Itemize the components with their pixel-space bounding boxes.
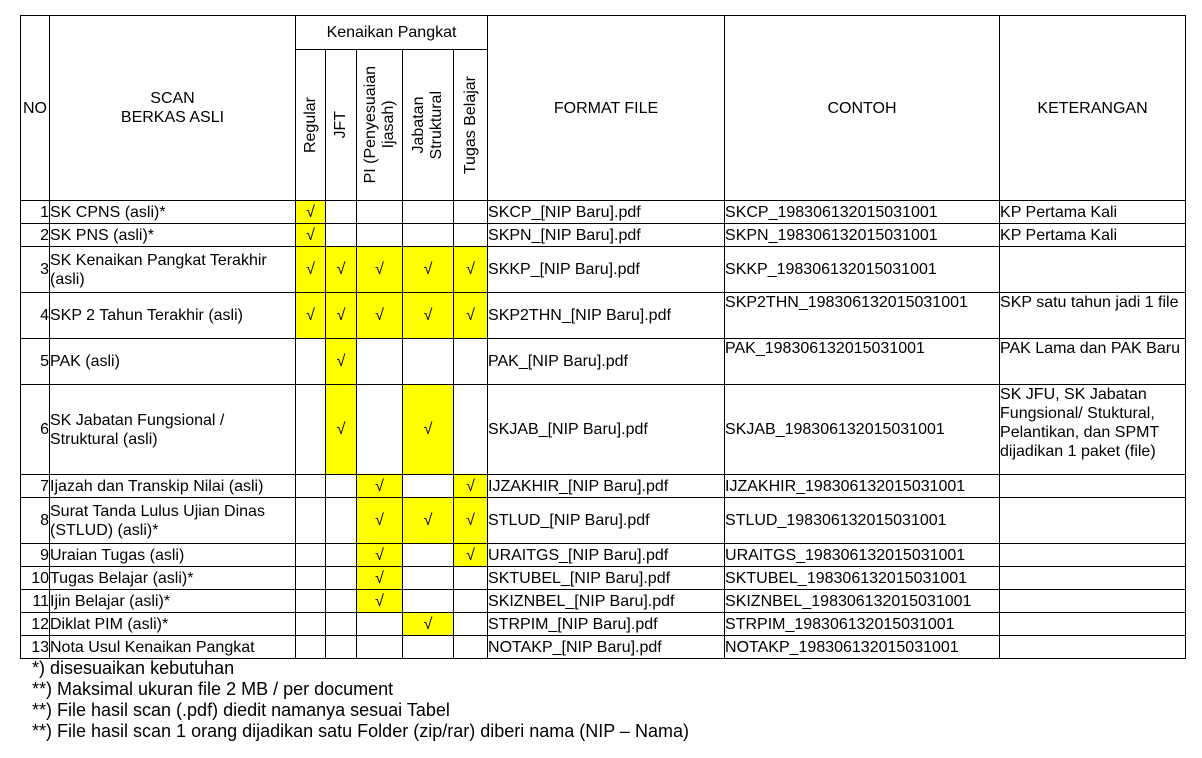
check-pi: √ [357,247,403,293]
cell-tugas-belajar [454,385,488,475]
cell-jft [326,498,357,544]
remarks [1000,475,1186,498]
check-regular: √ [296,224,326,247]
cell-regular [296,339,326,385]
cell-tugas-belajar [454,224,488,247]
header-pi: PI (Penyesuaian Ijasah) [357,50,403,201]
footnote: **) Maksimal ukuran file 2 MB / per document [32,679,394,699]
remarks: SK JFU, SK Jabatan Fungsional/ Stuktural, Pelantikan, dan SPMT dijadikan 1 paket (file) [1000,385,1186,475]
table-row [21,567,1186,590]
remarks: SKP satu tahun jadi 1 file [1000,293,1186,339]
row-number: 12 [21,613,50,636]
cell-jabatan-struktural [403,475,454,498]
document-name: PAK (asli) [50,339,296,385]
table-row [21,636,1186,659]
header-kenaikan-pangkat: Kenaikan Pangkat [296,16,488,50]
check-pi: √ [357,498,403,544]
row-number: 7 [21,475,50,498]
cell-jft [326,475,357,498]
cell-pi [357,224,403,247]
cell-jabatan-struktural [403,590,454,613]
check-regular: √ [296,247,326,293]
file-example: PAK_198306132015031001 [725,339,1000,385]
file-example: STLUD_198306132015031001 [725,498,1000,544]
cell-jabatan-struktural [403,544,454,567]
document-name: Ijazah dan Transkip Nilai (asli) [50,475,296,498]
header-scan-line2: BERKAS ASLI [120,109,225,126]
check-jabatan-struktural: √ [403,613,454,636]
file-example: SKP2THN_198306132015031001 [725,293,1000,339]
check-jft: √ [326,339,357,385]
row-number: 2 [21,224,50,247]
document-name: Tugas Belajar (asli)* [50,567,296,590]
remarks [1000,590,1186,613]
document-name: SK Jabatan Fungsional / Struktural (asli) [50,385,296,475]
document-name: Nota Usul Kenaikan Pangkat [50,636,296,659]
document-name: SK Kenaikan Pangkat Terakhir (asli) [50,247,296,293]
header-keterangan: KETERANGAN [1000,16,1186,201]
row-number: 5 [21,339,50,385]
check-pi: √ [357,544,403,567]
check-tugas-belajar: √ [454,475,488,498]
cell-jabatan-struktural [403,201,454,224]
check-tugas-belajar: √ [454,544,488,567]
file-format: SKTUBEL_[NIP Baru].pdf [488,567,725,590]
table-row [21,224,1186,247]
header-scan-line1: SCAN [150,90,195,107]
check-jabatan-struktural: √ [403,498,454,544]
header-scan [50,16,296,201]
file-example: URAITGS_198306132015031001 [725,544,1000,567]
remarks [1000,247,1186,293]
table-row [21,247,1186,293]
remarks: KP Pertama Kali [1000,224,1186,247]
check-regular: √ [296,201,326,224]
cell-jabatan-struktural [403,636,454,659]
file-example: SKKP_198306132015031001 [725,247,1000,293]
cell-jabatan-struktural [403,224,454,247]
file-example: SKTUBEL_198306132015031001 [725,567,1000,590]
file-format: STRPIM_[NIP Baru].pdf [488,613,725,636]
row-number: 9 [21,544,50,567]
table-row [21,339,1186,385]
header-tugas-belajar: Tugas Belajar [454,50,488,201]
cell-regular [296,385,326,475]
row-number: 11 [21,590,50,613]
footnote: *) disesuaikan kebutuhan [32,658,235,678]
table-row [21,544,1186,567]
file-format: SKJAB_[NIP Baru].pdf [488,385,725,475]
cell-jft [326,224,357,247]
file-example: SKIZNBEL_198306132015031001 [725,590,1000,613]
cell-jft [326,636,357,659]
document-name: SK CPNS (asli)* [50,201,296,224]
remarks [1000,636,1186,659]
file-example: SKJAB_198306132015031001 [725,385,1000,475]
file-format: NOTAKP_[NIP Baru].pdf [488,636,725,659]
cell-regular [296,475,326,498]
table-row [21,590,1186,613]
row-number: 1 [21,201,50,224]
table-row [21,293,1186,339]
document-name: SKP 2 Tahun Terakhir (asli) [50,293,296,339]
cell-tugas-belajar [454,590,488,613]
footnotes [32,658,689,742]
check-jft: √ [326,385,357,475]
document-name: Diklat PIM (asli)* [50,613,296,636]
file-format: SKKP_[NIP Baru].pdf [488,247,725,293]
file-example: SKPN_198306132015031001 [725,224,1000,247]
remarks [1000,567,1186,590]
document-name: Uraian Tugas (asli) [50,544,296,567]
check-tugas-belajar: √ [454,247,488,293]
cell-jft [326,544,357,567]
row-number: 13 [21,636,50,659]
header-jabatan-struktural: Jabatan Struktural [403,50,454,201]
cell-pi [357,613,403,636]
cell-tugas-belajar [454,636,488,659]
cell-regular [296,636,326,659]
cell-regular [296,498,326,544]
table-row [21,201,1186,224]
row-number: 3 [21,247,50,293]
document-name: SK PNS (asli)* [50,224,296,247]
table-row [21,385,1186,475]
cell-regular [296,567,326,590]
file-format: SKP2THN_[NIP Baru].pdf [488,293,725,339]
file-format: IJZAKHIR_[NIP Baru].pdf [488,475,725,498]
cell-pi [357,636,403,659]
check-pi: √ [357,567,403,590]
check-tugas-belajar: √ [454,293,488,339]
header-jft: JFT [326,50,357,201]
document-name: Ijin Belajar (asli)* [50,590,296,613]
file-example: STRPIM_198306132015031001 [725,613,1000,636]
cell-tugas-belajar [454,339,488,385]
cell-pi [357,201,403,224]
cell-tugas-belajar [454,201,488,224]
cell-jft [326,613,357,636]
check-jabatan-struktural: √ [403,293,454,339]
check-pi: √ [357,475,403,498]
check-jabatan-struktural: √ [403,247,454,293]
cell-regular [296,590,326,613]
header-no: NO [21,16,50,201]
check-pi: √ [357,590,403,613]
check-jft: √ [326,293,357,339]
cell-jft [326,590,357,613]
cell-pi [357,339,403,385]
cell-regular [296,544,326,567]
check-tugas-belajar: √ [454,498,488,544]
table-row [21,613,1186,636]
row-number: 6 [21,385,50,475]
cell-jft [326,567,357,590]
remarks [1000,613,1186,636]
header-format-file: FORMAT FILE [488,16,725,201]
file-example: NOTAKP_198306132015031001 [725,636,1000,659]
cell-jabatan-struktural [403,339,454,385]
cell-regular [296,613,326,636]
check-regular: √ [296,293,326,339]
check-jft: √ [326,247,357,293]
table-row [21,498,1186,544]
remarks [1000,544,1186,567]
file-example: SKCP_198306132015031001 [725,201,1000,224]
check-pi: √ [357,293,403,339]
cell-jabatan-struktural [403,567,454,590]
check-jabatan-struktural: √ [403,385,454,475]
header-contoh: CONTOH [725,16,1000,201]
cell-jft [326,201,357,224]
file-format: SKCP_[NIP Baru].pdf [488,201,725,224]
document-name: Surat Tanda Lulus Ujian Dinas (STLUD) (asli)* [50,498,296,544]
file-example: IJZAKHIR_198306132015031001 [725,475,1000,498]
row-number: 4 [21,293,50,339]
file-format: SKPN_[NIP Baru].pdf [488,224,725,247]
table-row [21,475,1186,498]
table-body [21,201,1186,659]
cell-pi [357,385,403,475]
file-format: PAK_[NIP Baru].pdf [488,339,725,385]
remarks: KP Pertama Kali [1000,201,1186,224]
row-number: 10 [21,567,50,590]
cell-tugas-belajar [454,567,488,590]
file-format: URAITGS_[NIP Baru].pdf [488,544,725,567]
file-format: SKIZNBEL_[NIP Baru].pdf [488,590,725,613]
footnote: **) File hasil scan (.pdf) diedit namanya sesuai Tabel [32,700,450,720]
header-regular: Regular [296,50,326,201]
remarks [1000,498,1186,544]
row-number: 8 [21,498,50,544]
requirements-table [20,15,1186,659]
remarks: PAK Lama dan PAK Baru [1000,339,1186,385]
cell-tugas-belajar [454,613,488,636]
file-format: STLUD_[NIP Baru].pdf [488,498,725,544]
footnote: **) File hasil scan 1 orang dijadikan satu Folder (zip/rar) diberi nama (NIP – Nama) [32,721,689,741]
